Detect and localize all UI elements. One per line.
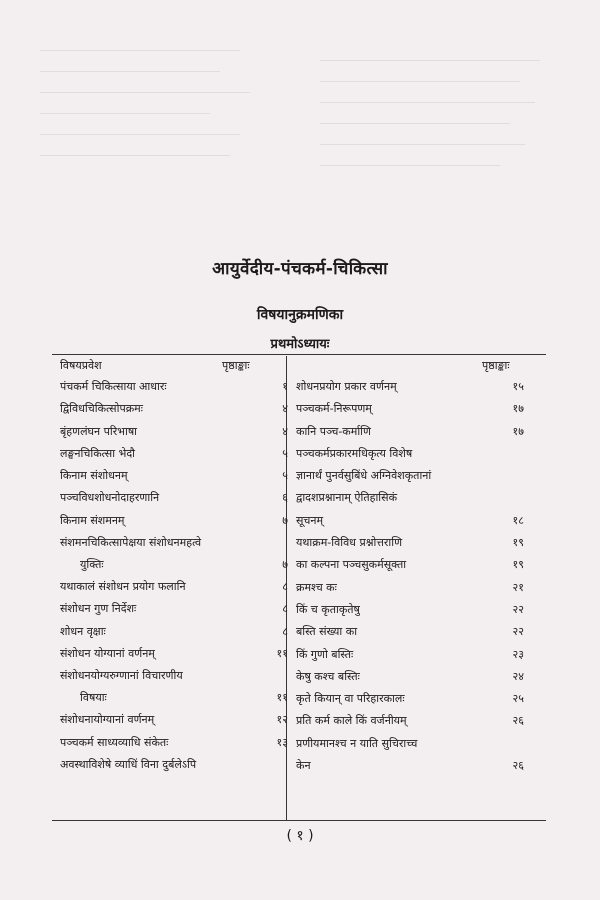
entry-page-number: १९ (512, 558, 524, 572)
contents-entry (60, 598, 288, 620)
contents-entry (296, 487, 524, 509)
book-title: आयुर्वेदीय-पंचकर्म-चिकित्सा (212, 259, 388, 279)
contents-entry (296, 755, 524, 777)
entry-title: संशमनचिकित्सापेक्षया संशोधनमहत्वे (60, 536, 202, 550)
contents-entry (60, 576, 288, 598)
contents-entry (296, 532, 524, 554)
entry-title: किनाम संशमनम् (60, 513, 125, 527)
entry-title: संशोधन गुण निर्देशः (60, 602, 137, 616)
entry-title: क्रमश्च कः (296, 580, 337, 594)
contents-column-right (296, 376, 524, 777)
right-header-page: पृष्ठाङ्काः (482, 359, 510, 372)
contents-entry (296, 577, 524, 599)
entry-page-number: ८ (282, 580, 288, 594)
contents-entry (296, 599, 524, 621)
entry-title: पंचकर्म चिकित्साया आधारः (60, 380, 167, 393)
contents-entry (60, 532, 288, 576)
entry-page-number: १९ (512, 536, 524, 550)
entry-title: किं गुणो बस्तिः (296, 647, 354, 661)
contents-entry (60, 421, 288, 443)
entry-title: किनाम संशोधनम् (60, 469, 128, 483)
contents-entry (296, 710, 524, 732)
entry-title: शोधन वृक्षाः (60, 624, 106, 638)
entry-title: प्रति कर्म काले किं वर्जनीयम् (296, 714, 407, 728)
contents-entry (60, 465, 288, 487)
entry-title: पञ्चकर्मप्रकारमधिकृत्य विशेष (296, 446, 413, 460)
entry-page-number: २३ (512, 647, 524, 661)
contents-entry (60, 754, 288, 776)
entry-title: अवस्थाविशेषे व्याधिं विना दुर्बलेऽपि (60, 757, 197, 771)
entry-title: संशोधन योग्यानां वर्णनम् (60, 646, 155, 660)
show-through-bleed-right (320, 50, 540, 166)
entry-title: ज्ञानार्थं पुनर्वसुबिंधे अग्निवेशकृतानां (296, 469, 432, 483)
entry-title: प्रणीयमानश्च न याति सुचिराच्च (296, 736, 418, 750)
page-number: ( १ ) (286, 828, 314, 844)
entry-title: कानि पञ्च-कर्माणि (296, 424, 371, 438)
contents-heading: विषयानुक्रमणिका (256, 307, 344, 323)
entry-page-number: १८ (512, 513, 524, 527)
contents-entry (60, 510, 288, 532)
entry-title: कृते कियान् वा परिहारकालः (296, 692, 405, 706)
entry-page-number: १७ (512, 424, 524, 438)
contents-entry (296, 443, 524, 465)
entry-page-number: ११ (276, 646, 288, 660)
left-header-topic: विषयप्रवेश (60, 359, 102, 372)
contents-entry (296, 398, 524, 420)
contents-entry (296, 666, 524, 688)
contents-entry (60, 398, 288, 420)
contents-entry (60, 487, 288, 509)
contents-entry (60, 443, 288, 465)
entry-page-number: ४ (282, 424, 288, 438)
entry-title: संशोधनायोग्यानां वर्णनम् (60, 713, 155, 727)
table-bottom-rule (52, 820, 546, 821)
entry-title-continued: युक्तिः (80, 558, 104, 572)
contents-entry (296, 554, 524, 576)
entry-page-number: ८ (282, 602, 288, 616)
entry-title: यथाकालं संशोधन प्रयोग फलानि (60, 580, 186, 594)
table-top-rule (52, 354, 546, 355)
contents-entry (296, 733, 524, 755)
entry-title: लङ्घनचिकित्सा भेदौ (60, 446, 136, 460)
contents-entry (60, 732, 288, 754)
contents-column-left (60, 376, 288, 776)
entry-page-number: ५ (282, 469, 288, 483)
entry-title: का कल्पना पञ्चसुकर्मसूक्ता (296, 558, 407, 572)
entry-page-number: १५ (512, 380, 524, 393)
contents-entry (60, 376, 288, 398)
entry-title: यथाक्रम-विविध प्रश्नोत्तराणि (296, 536, 403, 550)
entry-page-number: २६ (512, 714, 524, 728)
entry-page-number: ६ (282, 491, 288, 505)
entry-page-number: १७ (512, 402, 524, 416)
entry-page-number: १२ (276, 713, 288, 727)
entry-page-number: ४ (282, 402, 288, 416)
show-through-bleed (40, 40, 250, 156)
contents-entry (296, 421, 524, 443)
entry-page-number: ११ (276, 691, 288, 705)
entry-title: पञ्चकर्म साध्यव्याधि संकेतः (60, 735, 169, 749)
entry-page-number: २१ (512, 580, 524, 594)
entry-page-number: ७ (282, 558, 288, 572)
entry-title: संशोधनयोग्यरुग्णानां विचारणीय (60, 669, 183, 683)
entry-page-number: २२ (512, 625, 524, 639)
entry-title: द्विविधचिकित्सोपक्रमः (60, 402, 143, 416)
contents-entry (296, 376, 524, 398)
entry-page-number: २४ (512, 669, 524, 683)
entry-page-number: ७ (282, 513, 288, 527)
entry-title: बस्ति संख्या का (296, 625, 358, 639)
entry-title: पञ्चकर्म-निरूपणम् (296, 402, 372, 416)
entry-title-continued: विषयाः (80, 691, 107, 705)
entry-page-number: २२ (512, 602, 524, 616)
entry-title: बृंहणलंघन परिभाषा (60, 424, 138, 438)
contents-entry (60, 665, 288, 709)
contents-entry (296, 644, 524, 666)
entry-title: सूचनम् (296, 513, 324, 527)
entry-title: किं च कृताकृतेषु (296, 602, 360, 616)
entry-title: द्वादशप्रश्नानाम् ऐतिहासिकं (296, 491, 398, 505)
entry-title: शोधनप्रयोग प्रकार वर्णनम् (296, 380, 397, 393)
contents-entry (296, 510, 524, 532)
contents-entry (296, 688, 524, 710)
entry-title: केषु कश्च बस्तिः (296, 669, 360, 683)
left-header-page: पृष्ठाङ्काः (222, 359, 250, 372)
entry-page-number: २५ (512, 692, 524, 706)
entry-title: केन (296, 759, 311, 773)
contents-entry (60, 709, 288, 731)
entry-page-number: ५ (282, 446, 288, 460)
entry-page-number: २६ (512, 759, 524, 773)
contents-entry (60, 621, 288, 643)
contents-entry (60, 643, 288, 665)
chapter-heading: प्रथमोऽध्यायः (270, 337, 330, 352)
entry-title: पञ्चविधशोधनोदाहरणानि (60, 491, 160, 505)
entry-page-number: १ (282, 380, 288, 393)
entry-page-number: ८ (282, 624, 288, 638)
contents-entry (296, 465, 524, 487)
contents-entry (296, 621, 524, 643)
entry-page-number: १३ (276, 735, 288, 749)
